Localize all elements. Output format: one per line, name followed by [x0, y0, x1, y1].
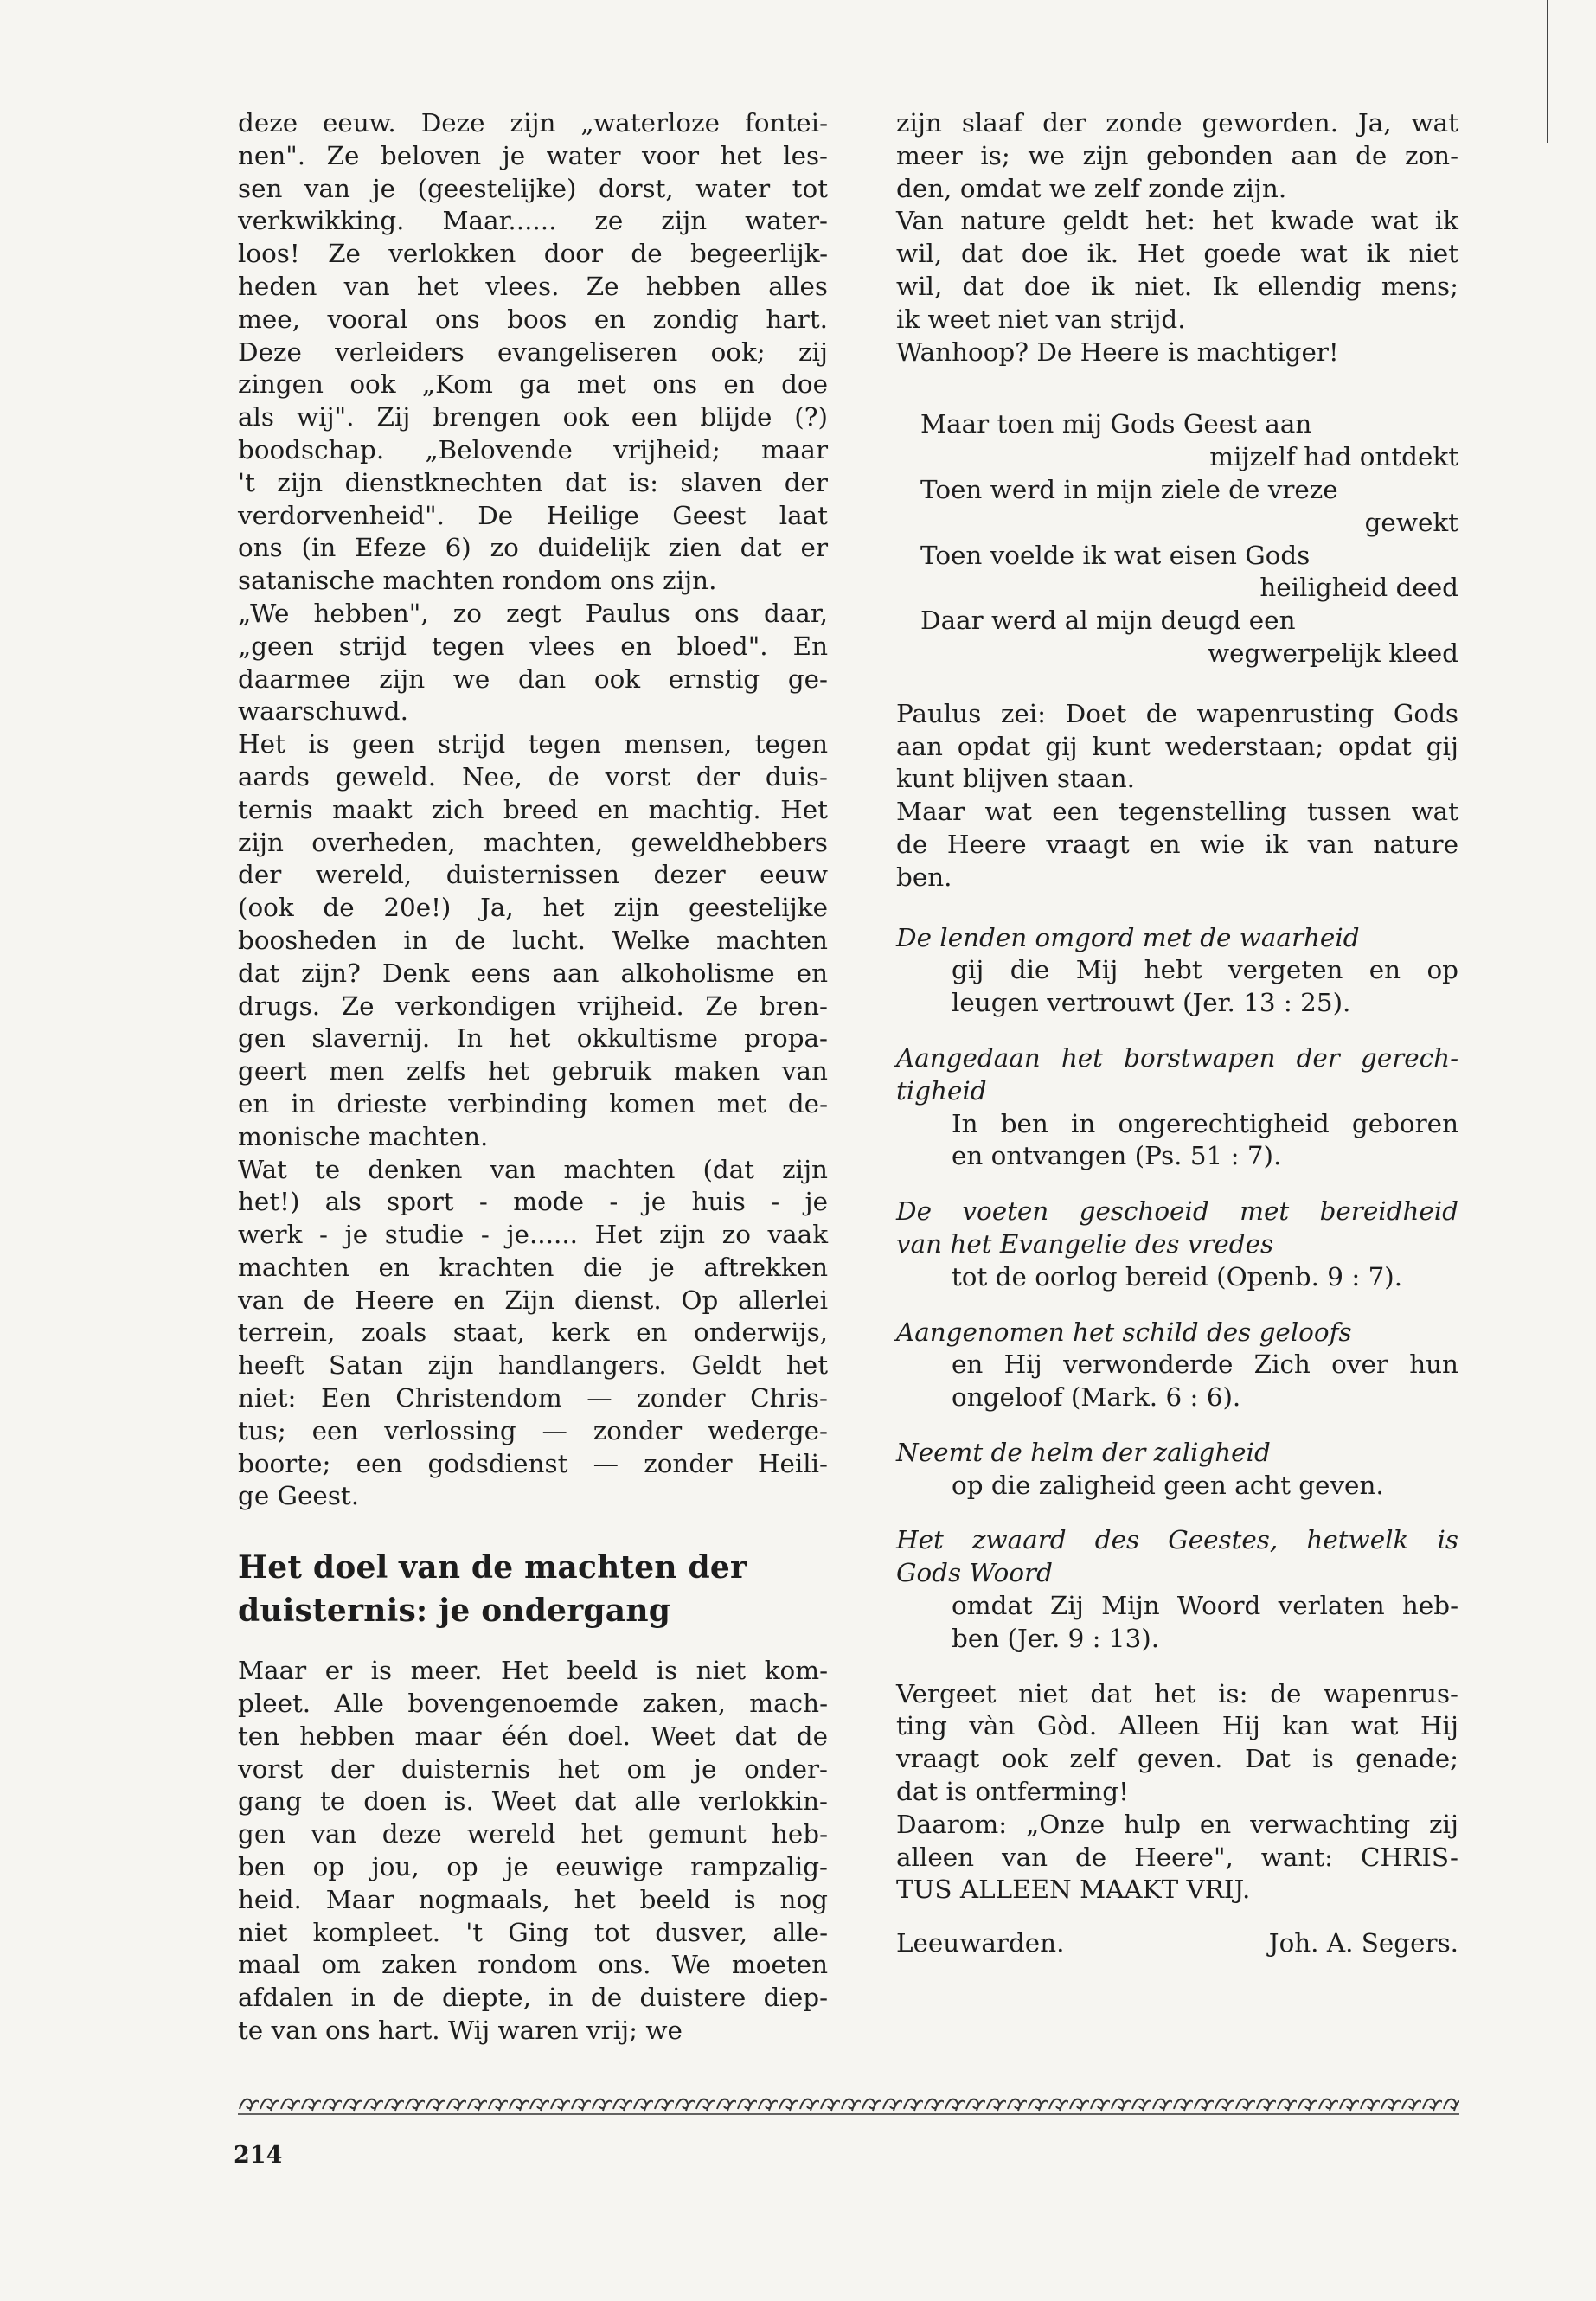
- armor-reference-line: ben (Jer. 9 : 13).: [952, 1623, 1160, 1653]
- paragraph-daarom: [896, 1809, 1458, 1907]
- text-line: daarmee zijn we dan ook ernstig ge-: [238, 663, 828, 694]
- text-line: meer is; we zijn gebonden aan de zon-: [896, 140, 1458, 170]
- text-line: verdorvenheid". De Heilige Geest laat: [238, 500, 828, 530]
- text-line: boodschap. „Belovende vrijheid; maar: [238, 434, 828, 465]
- text-line: TUS ALLEEN MAAKT VRIJ.: [896, 1875, 1251, 1905]
- text-line: heden van het vlees. Ze hebben alles: [238, 271, 828, 301]
- author-name: Joh. A. Segers.: [1268, 1928, 1458, 1958]
- text-line: aards geweld. Nee, de vorst der duis-: [238, 761, 828, 792]
- text-line: te van ons hart. Wij waren vrij; we: [238, 2016, 683, 2046]
- text-line: gen slavernij. In het okkultisme propa-: [238, 1023, 828, 1054]
- armor-item: [896, 1195, 1458, 1293]
- armor-reference-line: In ben in ongerechtigheid geboren: [952, 1108, 1458, 1138]
- text-line: gen van deze wereld het gemunt heb-: [238, 1819, 828, 1849]
- armor-item: [896, 1524, 1458, 1655]
- text-line: geert men zelfs het gebruik maken van: [238, 1056, 828, 1086]
- text-line: boorte; een godsdienst — zonder Heili-: [238, 1448, 828, 1478]
- signature-line: [896, 1927, 1458, 1960]
- text-line: de Heere vraagt en wie ik van nature: [896, 829, 1458, 859]
- text-line: tus; een verlossing — zonder wederge-: [238, 1415, 828, 1445]
- text-line: ten hebben maar één doel. Weet dat de: [238, 1721, 828, 1751]
- armor-title-line: De lenden omgord met de waarheid: [896, 922, 1360, 952]
- text-line: den, omdat we zelf zonde zijn.: [896, 173, 1287, 203]
- armor-title-line: Aangedaan het borstwapen der gerech-: [896, 1042, 1458, 1073]
- text-line: Daarom: „Onze hulp en verwachting zij: [896, 1809, 1458, 1839]
- text-line: zijn overheden, machten, geweldhebbers: [238, 827, 828, 857]
- text-line: ben.: [896, 862, 952, 892]
- text-line: en in drieste verbinding komen met de-: [238, 1088, 828, 1118]
- heading-line: Het doel van de machten der: [238, 1549, 747, 1586]
- text-line: niet kompleet. 't Ging tot dusver, alle-: [238, 1917, 828, 1947]
- text-line: sen van je (geestelijke) dorst, water tot: [238, 173, 828, 203]
- armor-title-line: Gods Woord: [896, 1558, 1053, 1588]
- armor-reference-line: en Hij verwonderde Zich over hun: [952, 1349, 1458, 1380]
- text-line: boosheden in de lucht. Welke machten: [238, 925, 828, 955]
- right-column: [896, 107, 1458, 1960]
- poem-line: Toen voelde ik wat eisen Gods: [920, 540, 1311, 570]
- paragraph-geen-strijd: [238, 598, 828, 728]
- paragraph-slaaf-der-zonde: [896, 107, 1458, 205]
- paragraph-wapenrusting: [896, 698, 1458, 796]
- text-line: afdalen in de diepte, in de duistere diep-: [238, 1983, 828, 2013]
- text-line: wil, dat doe ik. Het goede wat ik niet: [896, 239, 1458, 269]
- text-line: ge Geest.: [238, 1481, 360, 1511]
- paragraph-vorst-der-duisternis: [238, 728, 828, 1153]
- text-line: der wereld, duisternissen dezer eeuw: [238, 860, 828, 890]
- text-line: loos! Ze verlokken door de begeerlijk-: [238, 239, 828, 269]
- text-line: „geen strijd tegen vlees en bloed". En: [238, 631, 828, 661]
- text-line: mee, vooral ons boos en zondig hart.: [238, 304, 828, 334]
- text-line: deze eeuw. Deze zijn „waterloze fontei-: [238, 108, 828, 138]
- text-line: waarschuwd.: [238, 696, 408, 727]
- margin-rule: [1547, 0, 1548, 143]
- text-line: verkwikking. Maar...... ze zijn water-: [238, 206, 828, 236]
- text-line: monische machten.: [238, 1121, 489, 1151]
- armor-reference-line: op die zaligheid geen acht geven.: [952, 1470, 1384, 1500]
- text-line: ternis maakt zich breed en machtig. Het: [238, 794, 828, 824]
- poem-line-continuation: gewekt: [1364, 507, 1458, 537]
- poem-line-continuation: heiligheid deed: [1259, 573, 1458, 603]
- paragraph-machten-sport-mode: [238, 1154, 828, 1514]
- text-line: niet: Een Christendom — zonder Chris-: [238, 1383, 828, 1413]
- text-line: Deze verleiders evangeliseren ook; zij: [238, 336, 828, 367]
- decorative-border-ornament: [238, 2092, 1459, 2116]
- poem: [920, 408, 1458, 670]
- poem-line: Maar toen mij Gods Geest aan: [920, 409, 1312, 439]
- text-line: heeft Satan zijn handlangers. Geldt het: [238, 1350, 828, 1381]
- text-line: ben op jou, op je eeuwige rampzalig-: [238, 1852, 828, 1882]
- armor-reference-line: ongeloof (Mark. 6 : 6).: [952, 1382, 1241, 1413]
- text-line: vorst der duisternis het om je onder-: [238, 1753, 828, 1784]
- text-line: van de Heere en Zijn dienst. Op allerlei: [238, 1285, 828, 1315]
- heading-line: duisternis: je ondergang: [238, 1593, 671, 1630]
- poem-line-continuation: wegwerpelijk kleed: [1207, 638, 1458, 668]
- text-line: alleen van de Heere", want: CHRIS-: [896, 1842, 1458, 1872]
- armor-item: [896, 1437, 1458, 1503]
- text-line: werk - je studie - je...... Het zijn zo vaak: [238, 1220, 828, 1250]
- text-line: Van nature geldt het: het kwade wat ik: [896, 206, 1458, 236]
- text-line: ting vàn Gòd. Alleen Hij kan wat Hij: [896, 1711, 1458, 1741]
- paragraph-ondergang: [238, 1655, 828, 2048]
- text-line: Maar er is meer. Het beeld is niet kom-: [238, 1656, 828, 1686]
- poem-line-continuation: mijzelf had ontdekt: [1209, 442, 1458, 472]
- text-line: nen". Ze beloven je water voor het les-: [238, 140, 828, 170]
- text-line: gang te doen is. Weet dat alle verlokkin-: [238, 1786, 828, 1817]
- armor-item: [896, 1042, 1458, 1173]
- text-line: Maar wat een tegenstelling tussen wat: [896, 797, 1458, 827]
- text-line: maal om zaken rondom ons. We moeten: [238, 1950, 828, 1980]
- armor-reference-line: gij die Mij hebt vergeten en op: [952, 955, 1458, 985]
- armor-title-line: van het Evangelie des vredes: [896, 1228, 1274, 1259]
- poem-line: Toen werd in mijn ziele de vreze: [920, 474, 1338, 504]
- place-name: Leeuwarden.: [896, 1928, 1065, 1958]
- paragraph-vergeet-niet: [896, 1678, 1458, 1809]
- text-line: terrein, zoals staat, kerk en onderwijs,: [238, 1317, 828, 1348]
- text-line: ik weet niet van strijd.: [896, 304, 1186, 334]
- text-line: machten en krachten die je aftrekken: [238, 1252, 828, 1282]
- paragraph-van-nature: [896, 205, 1458, 336]
- text-line: vraagt ook zelf geven. Dat is genade;: [896, 1744, 1458, 1774]
- text-line: wil, dat doe ik niet. Ik ellendig mens;: [896, 271, 1458, 301]
- armor-reference-line: tot de oorlog bereid (Openb. 9 : 7).: [952, 1261, 1403, 1292]
- text-line: Wat te denken van machten (dat zijn: [238, 1154, 828, 1184]
- armor-reference-line: en ontvangen (Ps. 51 : 7).: [952, 1141, 1282, 1171]
- text-line: pleet. Alle bovengenoemde zaken, mach-: [238, 1689, 828, 1719]
- armor-title-line: Het zwaard des Geestes, hetwelk is: [896, 1525, 1458, 1555]
- text-line: Paulus zei: Doet de wapenrusting Gods: [896, 698, 1458, 728]
- armor-title-line: Aangenomen het schild des geloofs: [896, 1317, 1352, 1347]
- armor-reference-line: omdat Zij Mijn Woord verlaten heb-: [952, 1591, 1458, 1621]
- paragraph-waterloze-fonteinen: [238, 107, 828, 598]
- text-line: dat is ontferming!: [896, 1777, 1129, 1807]
- text-line: zingen ook „Kom ga met ons en doe: [238, 369, 828, 400]
- text-line: drugs. Ze verkondigen vrijheid. Ze bren-: [238, 990, 828, 1021]
- armor-title-line: tigheid: [896, 1075, 987, 1106]
- armor-title-line: Neemt de helm der zaligheid: [896, 1437, 1271, 1467]
- text-line: als wij". Zij brengen ook een blijde (?): [238, 402, 828, 433]
- text-line: aan opdat gij kunt wederstaan; opdat gij: [896, 731, 1458, 761]
- text-line: ons (in Efeze 6) zo duidelijk zien dat er: [238, 533, 828, 563]
- text-line: (ook de 20e!) Ja, het zijn geestelijke: [238, 893, 828, 923]
- text-line: kunt blijven staan.: [896, 764, 1136, 794]
- armor-list: [896, 922, 1458, 1656]
- armor-title-line: De voeten geschoeid met bereidheid: [896, 1196, 1458, 1227]
- text-line: 't zijn dienstknechten dat is: slaven der: [238, 467, 828, 497]
- text-line: Het is geen strijd tegen mensen, tegen: [238, 729, 828, 760]
- poem-line: Daar werd al mijn deugd een: [920, 606, 1296, 636]
- text-line: satanische machten rondom ons zijn.: [238, 566, 717, 596]
- paragraph-tegenstelling: [896, 796, 1458, 894]
- text-line: zijn slaaf der zonde geworden. Ja, wat: [896, 108, 1458, 138]
- armor-item: [896, 922, 1458, 1020]
- text-line: dat zijn? Denk eens aan alkoholisme en: [238, 958, 828, 988]
- armor-reference-line: leugen vertrouwt (Jer. 13 : 25).: [952, 988, 1351, 1018]
- paragraph-wanhoop: Wanhoop? De Heere is machtiger!: [896, 336, 1339, 367]
- section-heading: [238, 1546, 828, 1632]
- page-number: 214: [234, 2142, 283, 2169]
- left-column: [238, 107, 828, 2048]
- text-line: het!) als sport - mode - je huis - je: [238, 1187, 828, 1217]
- text-line: „We hebben", zo zegt Paulus ons daar,: [238, 598, 828, 628]
- text-line: Vergeet niet dat het is: de wapenrus-: [896, 1678, 1458, 1708]
- text-line: heid. Maar nogmaals, het beeld is nog: [238, 1884, 828, 1914]
- armor-item: [896, 1317, 1458, 1414]
